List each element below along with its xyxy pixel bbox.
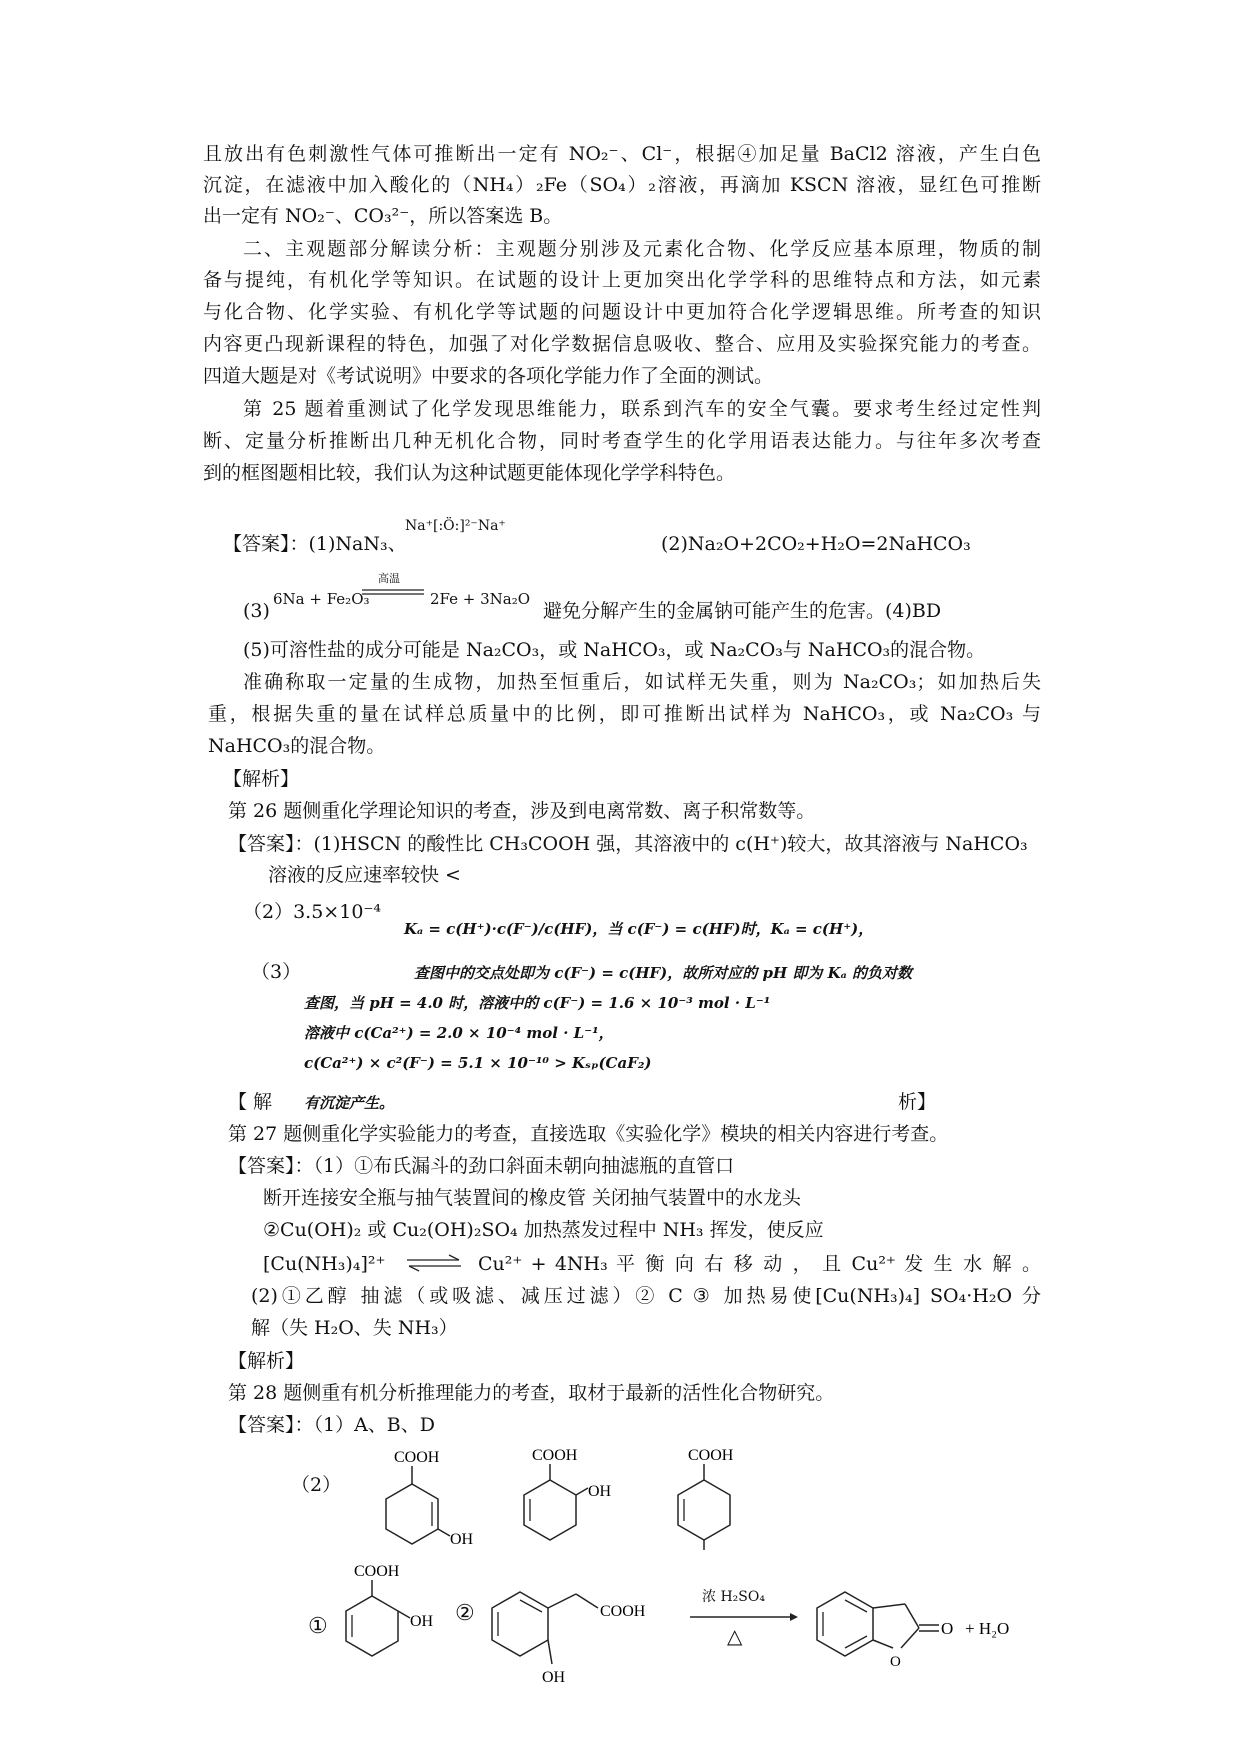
q26-jiexi-left: 【 解 xyxy=(228,1091,273,1113)
salicylic-oh-label: OH xyxy=(410,1613,434,1630)
q28-structure-lactone xyxy=(805,1572,1035,1682)
structure2-oh-label: OH xyxy=(588,1483,612,1500)
q27-intro: 第 27 题侧重化学实验能力的考查，直接选取《实验化学》模块的相关内容进行考查。 xyxy=(228,1123,949,1145)
q27-jiexi: 【解析】 xyxy=(228,1350,305,1372)
q28-circled-1: ① xyxy=(308,1614,328,1639)
q28-intro: 第 28 题侧重有机分析推理能力的考查，取材于最新的活性化合物研究。 xyxy=(228,1382,835,1404)
q25-answer-5: (5)可溶性盐的成分可能是 Na₂CO₃，或 NaHCO₃，或 Na₂CO₃与 NaHCO₃的混合物。 xyxy=(243,639,986,661)
q27-answer-1d-right: Cu²⁺ + 4NH₃ 平 衡 向 右 移 动 ， 且 Cu²⁺ 发 生 水 解 。 xyxy=(478,1253,1041,1275)
q28-reaction-arrow xyxy=(690,1612,798,1622)
lactone-water-label: + H₂O xyxy=(965,1619,1010,1638)
q25-answer-5b-line1: 准确称取一定量的生成物，加热至恒重后，如试样无失重，则为 Na₂CO₃；如加热后失 xyxy=(243,671,1041,693)
q28-circled-2: ② xyxy=(455,1601,475,1626)
q25-lewis-structure: Na⁺[:Ö:]²⁻Na⁺ xyxy=(405,518,506,534)
q25-answer-1: 【答案】：(1)NaN₃、 xyxy=(223,533,407,555)
para2-line3: 与化合物、化学实验、有机化学等试题的问题设计中更加符合化学逻辑思维。所考查的知识 xyxy=(203,301,1041,323)
q25-eq-left: 6Na + Fe₂O₃ xyxy=(273,590,370,608)
structure2-cooh-label: COOH xyxy=(532,1447,578,1464)
q28-answer-2: （2） xyxy=(291,1474,342,1496)
q26-image-line5: 有沉淀产生。 xyxy=(304,1094,395,1112)
q27-answer-2: (2)①乙醇 抽滤（或吸滤、减压过滤）② C ③ 加热易使[Cu(NH₃)₄] SO₄·H₂O 分 xyxy=(251,1285,1041,1307)
structure1-oh-label: OH xyxy=(450,1531,474,1548)
lactone-ring-o-label: O xyxy=(890,1654,901,1670)
para3-line1: 第 25 题着重测试了化学发现思维能力，联系到汽车的安全气囊。要求考生经过定性判 xyxy=(243,398,1041,420)
q27-answer-1b: 断开连接安全瓶与抽气装置间的橡皮管 关闭抽气装置中的水龙头 xyxy=(263,1187,802,1209)
para2-line5: 四道大题是对《考试说明》中要求的各项化学能力作了全面的测试。 xyxy=(203,365,774,387)
q28-delta: △ xyxy=(727,1624,743,1648)
q28-structure-2 xyxy=(508,1440,618,1550)
q26-answer-1b: 溶液的反应速率较快 < xyxy=(268,864,461,886)
structure3-cooh-label: COOH xyxy=(688,1447,734,1464)
q26-answer-1: 【答案】：(1)HSCN 的酸性比 CH₃COOH 强，其溶液中的 c(H⁺)较大，故其溶液与 NaHCO₃ xyxy=(228,833,1028,855)
q26-jiexi-right: 析】 xyxy=(898,1091,937,1113)
structure1-cooh-label: COOH xyxy=(394,1449,440,1466)
q25-answer-3-text: 避免分解产生的金属钠可能产生的危害。(4)BD xyxy=(543,600,942,622)
q26-answer-3: （3） xyxy=(251,961,302,983)
lactone-carbonyl-o-label: O xyxy=(941,1619,954,1638)
q27-answer-2b: 解（失 H₂O、失 NH₃） xyxy=(251,1317,458,1339)
q27-answer-1d-left: [Cu(NH₃)₄]²⁺ xyxy=(263,1253,386,1275)
q26-answer-2: （2）3.5×10⁻⁴ xyxy=(243,901,382,923)
q25-answer-3-num: (3) xyxy=(243,600,270,622)
q25-jiexi: 【解析】 xyxy=(223,768,300,790)
q25-answer-5b-line3: NaHCO₃的混合物。 xyxy=(208,735,386,757)
acid-oh-label: OH xyxy=(542,1669,566,1686)
q26-image-line3: 溶液中 c(Ca²⁺) = 2.0 × 10⁻⁴ mol · L⁻¹， xyxy=(304,1024,614,1042)
q26-image-line2: 查图，当 pH = 4.0 时，溶液中的 c(F⁻) = 1.6 × 10⁻³ mol · L⁻¹ xyxy=(304,994,771,1012)
q27-equilibrium-arrow xyxy=(405,1254,463,1272)
acid-cooh-label: COOH xyxy=(600,1603,646,1620)
para2-line1: 二、主观题部分解读分析：主观题分别涉及元素化合物、化学反应基本原理，物质的制 xyxy=(243,238,1041,260)
para1-line3: 出一定有 NO₂⁻、CO₃²⁻，所以答案选 B。 xyxy=(203,205,563,227)
para1-line1: 且放出有色刺激性气体可推断出一定有 NO₂⁻、Cl⁻，根据④加足量 BaCl2 溶液，产生白色 xyxy=(203,143,1041,165)
q27-answer-1: 【答案】：（1）①布氏漏斗的劲口斜面未朝向抽滤瓶的直管口 xyxy=(228,1155,735,1177)
q26-image-line1: 查图中的交点处即为 c(F⁻) = c(HF)，故所对应的 pH 即为 Kₐ 的负对数 xyxy=(414,964,912,982)
para2-line2: 备与提纯，有机化学等知识。在试题的设计上更加突出化学学科的思维特点和方法，如元素 xyxy=(203,269,1041,291)
q27-answer-1c: ②Cu(OH)₂ 或 Cu₂(OH)₂SO₄ 加热蒸发过程中 NH₃ 挥发，使反应 xyxy=(263,1219,824,1241)
para3-line2: 断、定量分析推断出几种无机化合物，同时考查学生的化学用语表达能力。与往年多次考查 xyxy=(203,430,1041,452)
q25-eq-condition: 高温 xyxy=(378,572,400,585)
para3-line3: 到的框图题相比较，我们认为这种试题更能体现化学学科特色。 xyxy=(203,462,736,484)
q25-eq-arrow xyxy=(362,588,424,596)
q28-reagent: 浓 H₂SO₄ xyxy=(702,1589,765,1605)
q28-structure-3 xyxy=(662,1436,762,1566)
q28-structure-hydroxyphenylacetic xyxy=(480,1560,680,1690)
q26-image-line4: c(Ca²⁺) × c²(F⁻) = 5.1 × 10⁻¹⁰ > Kₛₚ(CaF₂) xyxy=(304,1054,652,1072)
q25-answer-2: (2)Na₂O+2CO₂+H₂O=2NaHCO₃ xyxy=(661,533,971,555)
salicylic-cooh-label: COOH xyxy=(354,1563,400,1580)
q26-ka-equation: Kₐ = c(H⁺)·c(F⁻)/c(HF)，当 c(F⁻) = c(HF)时，Kₐ = c(H⁺)， xyxy=(404,920,874,938)
q25-eq-right: 2Fe + 3Na₂O xyxy=(430,590,531,608)
q28-structure-salicylic xyxy=(334,1556,444,1666)
q28-structure-1 xyxy=(370,1440,480,1560)
para1-line2: 沉淀，在滤液中加入酸化的（NH₄）₂Fe（SO₄）₂溶液，再滴加 KSCN 溶液，显红色可推断 xyxy=(203,174,1041,196)
para2-line4: 内容更凸现新课程的特色，加强了对化学数据信息吸收、整合、应用及实验探究能力的考查。 xyxy=(203,333,1041,355)
q25-answer-5b-line2: 重，根据失重的量在试样总质量中的比例，即可推断出试样为 NaHCO₃，或 Na₂CO₃ 与 xyxy=(208,703,1041,725)
q28-answer-1: 【答案】：（1）A、B、D xyxy=(228,1414,436,1436)
q26-intro: 第 26 题侧重化学理论知识的考查，涉及到电离常数、离子积常数等。 xyxy=(228,800,816,822)
